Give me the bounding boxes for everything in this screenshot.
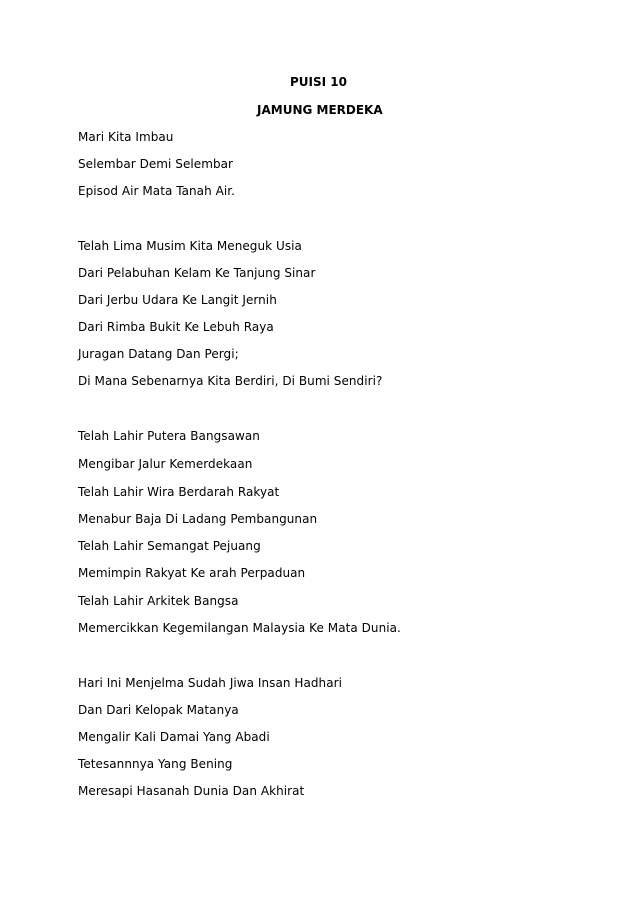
poem-line: Juragan Datang Dan Pergi; — [78, 347, 239, 361]
poem-line: Memercikkan Kegemilangan Malaysia Ke Mata Dunia. — [78, 621, 401, 635]
poem-line: Telah Lahir Wira Berdarah Rakyat — [78, 485, 280, 499]
poem-line: Dan Dari Kelopak Matanya — [78, 703, 239, 717]
poem-line: Telah Lahir Semangat Pejuang — [78, 539, 261, 553]
poem-line: Mengibar Jalur Kemerdekaan — [78, 457, 253, 471]
poem-line: Mengalir Kali Damai Yang Abadi — [78, 730, 270, 744]
poem-line: Dari Jerbu Udara Ke Langit Jernih — [78, 293, 277, 307]
poem-line: Meresapi Hasanah Dunia Dan Akhirat — [78, 784, 305, 798]
poem-title-heading: JAMUNG MERDEKA — [257, 103, 383, 117]
poem-line: Tetesannnya Yang Bening — [78, 757, 233, 771]
poem-line: Telah Lahir Putera Bangsawan — [78, 429, 260, 443]
poem-line: Mari Kita Imbau — [78, 130, 174, 144]
poem-line: Memimpin Rakyat Ke arah Perpaduan — [78, 566, 306, 580]
poem-line: Di Mana Sebenarnya Kita Berdiri, Di Bumi Sendiri? — [78, 374, 383, 388]
poem-line: Dari Rimba Bukit Ke Lebuh Raya — [78, 320, 274, 334]
poem-line: Menabur Baja Di Ladang Pembangunan — [78, 512, 318, 526]
poem-line: Telah Lahir Arkitek Bangsa — [78, 594, 239, 608]
poem-line: Episod Air Mata Tanah Air. — [78, 184, 235, 198]
poem-line: Telah Lima Musim Kita Meneguk Usia — [78, 239, 302, 253]
poem-line: Dari Pelabuhan Kelam Ke Tanjung Sinar — [78, 266, 316, 280]
poem-line: Hari Ini Menjelma Sudah Jiwa Insan Hadhari — [78, 676, 342, 690]
poem-line: Selembar Demi Selembar — [78, 157, 233, 171]
poem-number-heading: PUISI 10 — [290, 75, 347, 89]
